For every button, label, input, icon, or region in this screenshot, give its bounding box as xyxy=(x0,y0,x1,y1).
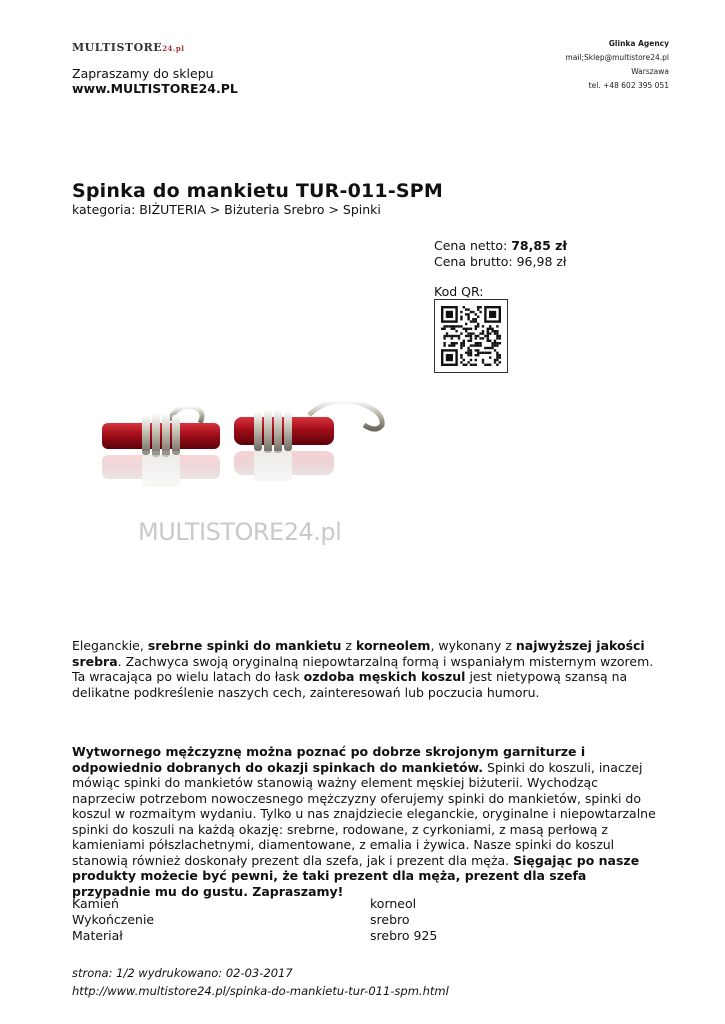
description-paragraph-1 xyxy=(72,638,662,700)
category-breadcrumb: kategoria: BIŻUTERIA > Biżuteria Srebro > Spinki xyxy=(72,202,381,217)
qr-code[interactable] xyxy=(434,299,508,373)
agency-phone: tel. +48 602 395 051 xyxy=(588,81,669,90)
image-watermark: MULTISTORE24.pl xyxy=(138,518,342,546)
bold-text-run: Sięgając po nasze produkty możecie być pewni, że taki prezent dla męża, prezent dla szefa przypadnie mu do gustu. Zapraszamy! xyxy=(72,852,640,899)
text-run: Spinki do koszuli, inaczej mówiąc spinki do mankietów stanowią ważny element męskiej biżuterii. Wychodząc naprzeciw potrzebom nowoczesnego mężczyzny oferujemy spinki do mankietów, spinki do koszul w rozmaitym wydaniu. Tylko u nas znajdziecie eleganckie, oryginalne i niepowtarzalne spinki do koszuli na każdą okazję: srebrne, rodowane, z cyrkoniami, z masą perłową z kamieniami półszlachetnymi, diamentowane, z emalia i żywica. Nasze spinki do koszul stanowią również doskonały prezent dla szefa, jak i prezent dla męża. xyxy=(72,759,656,868)
agency-name: Glinka Agency xyxy=(608,39,669,48)
description-paragraph-2 xyxy=(72,744,662,899)
product-title: Spinka do mankietu TUR-011-SPM xyxy=(72,180,444,202)
attribute-value: korneol xyxy=(370,896,417,911)
text-run: , wykonany z xyxy=(430,638,516,653)
bold-text-run: korneolem xyxy=(355,638,431,653)
gross-price-label: Cena brutto: xyxy=(434,254,517,269)
text-run: . Zachwyca swoją oryginalną niepowtarzalną formą i wspaniałym misternym wzorem. Ta wracająca po wielu latach do łask xyxy=(72,653,654,684)
bold-text-run: srebrne spinki do mankietu xyxy=(147,638,342,653)
attribute-name: Kamień xyxy=(72,896,119,911)
cufflinks-photo-icon xyxy=(94,385,404,505)
attribute-value: srebro xyxy=(370,912,410,927)
page-footer xyxy=(72,964,449,1000)
attribute-value: srebro 925 xyxy=(370,928,438,943)
qr-code-icon xyxy=(435,300,507,372)
agency-city: Warszawa xyxy=(631,67,669,76)
attribute-name: Materiał xyxy=(72,928,123,943)
price-block xyxy=(434,238,567,270)
welcome-line: Zapraszamy do sklepu xyxy=(72,66,214,81)
qr-label: Kod QR: xyxy=(434,284,484,299)
text-run: z xyxy=(341,638,356,653)
agency-mail[interactable]: mail;Sklep@multistore24.pl xyxy=(565,53,669,62)
net-price-label: Cena netto: xyxy=(434,238,512,253)
product-image xyxy=(94,385,404,505)
net-price-value: 78,85 zł xyxy=(511,238,568,253)
logo-suffix: 24.pl xyxy=(162,44,185,53)
footer-page-info: strona: 1/2 wydrukowano: 02-03-2017 xyxy=(72,966,293,980)
gross-price-value: 96,98 zł xyxy=(516,254,567,269)
attributes-table xyxy=(72,896,662,944)
bold-text-run: Wytwornego mężczyznę można poznać po dobrze skrojonym garniturze i odpowiednio dobranych do okazji spinkach do mankietów. xyxy=(72,744,586,775)
bold-text-run: ozdoba męskich koszul xyxy=(303,669,466,684)
welcome-block xyxy=(72,66,238,96)
attribute-row xyxy=(72,912,662,928)
store-logo[interactable] xyxy=(72,41,184,54)
footer-url-link[interactable]: http://www.multistore24.pl/spinka-do-mankietu-tur-011-spm.html xyxy=(72,984,449,998)
attribute-name: Wykończenie xyxy=(72,912,155,927)
gross-price-row xyxy=(434,254,567,270)
attribute-row xyxy=(72,896,662,912)
attribute-row xyxy=(72,928,662,944)
logo-text: MULTISTORE xyxy=(72,41,163,54)
shop-url-link[interactable]: www.MULTISTORE24.PL xyxy=(72,81,238,96)
text-run: Eleganckie, xyxy=(72,638,148,653)
net-price-row xyxy=(434,238,567,254)
agency-contact xyxy=(565,37,669,93)
bold-text-run: najwyższej jakości srebra xyxy=(72,638,645,669)
text-run: jest nietypową szansą na delikatne podkreślenie naszych cech, zainteresowań lub poczucia humoru. xyxy=(72,669,628,700)
